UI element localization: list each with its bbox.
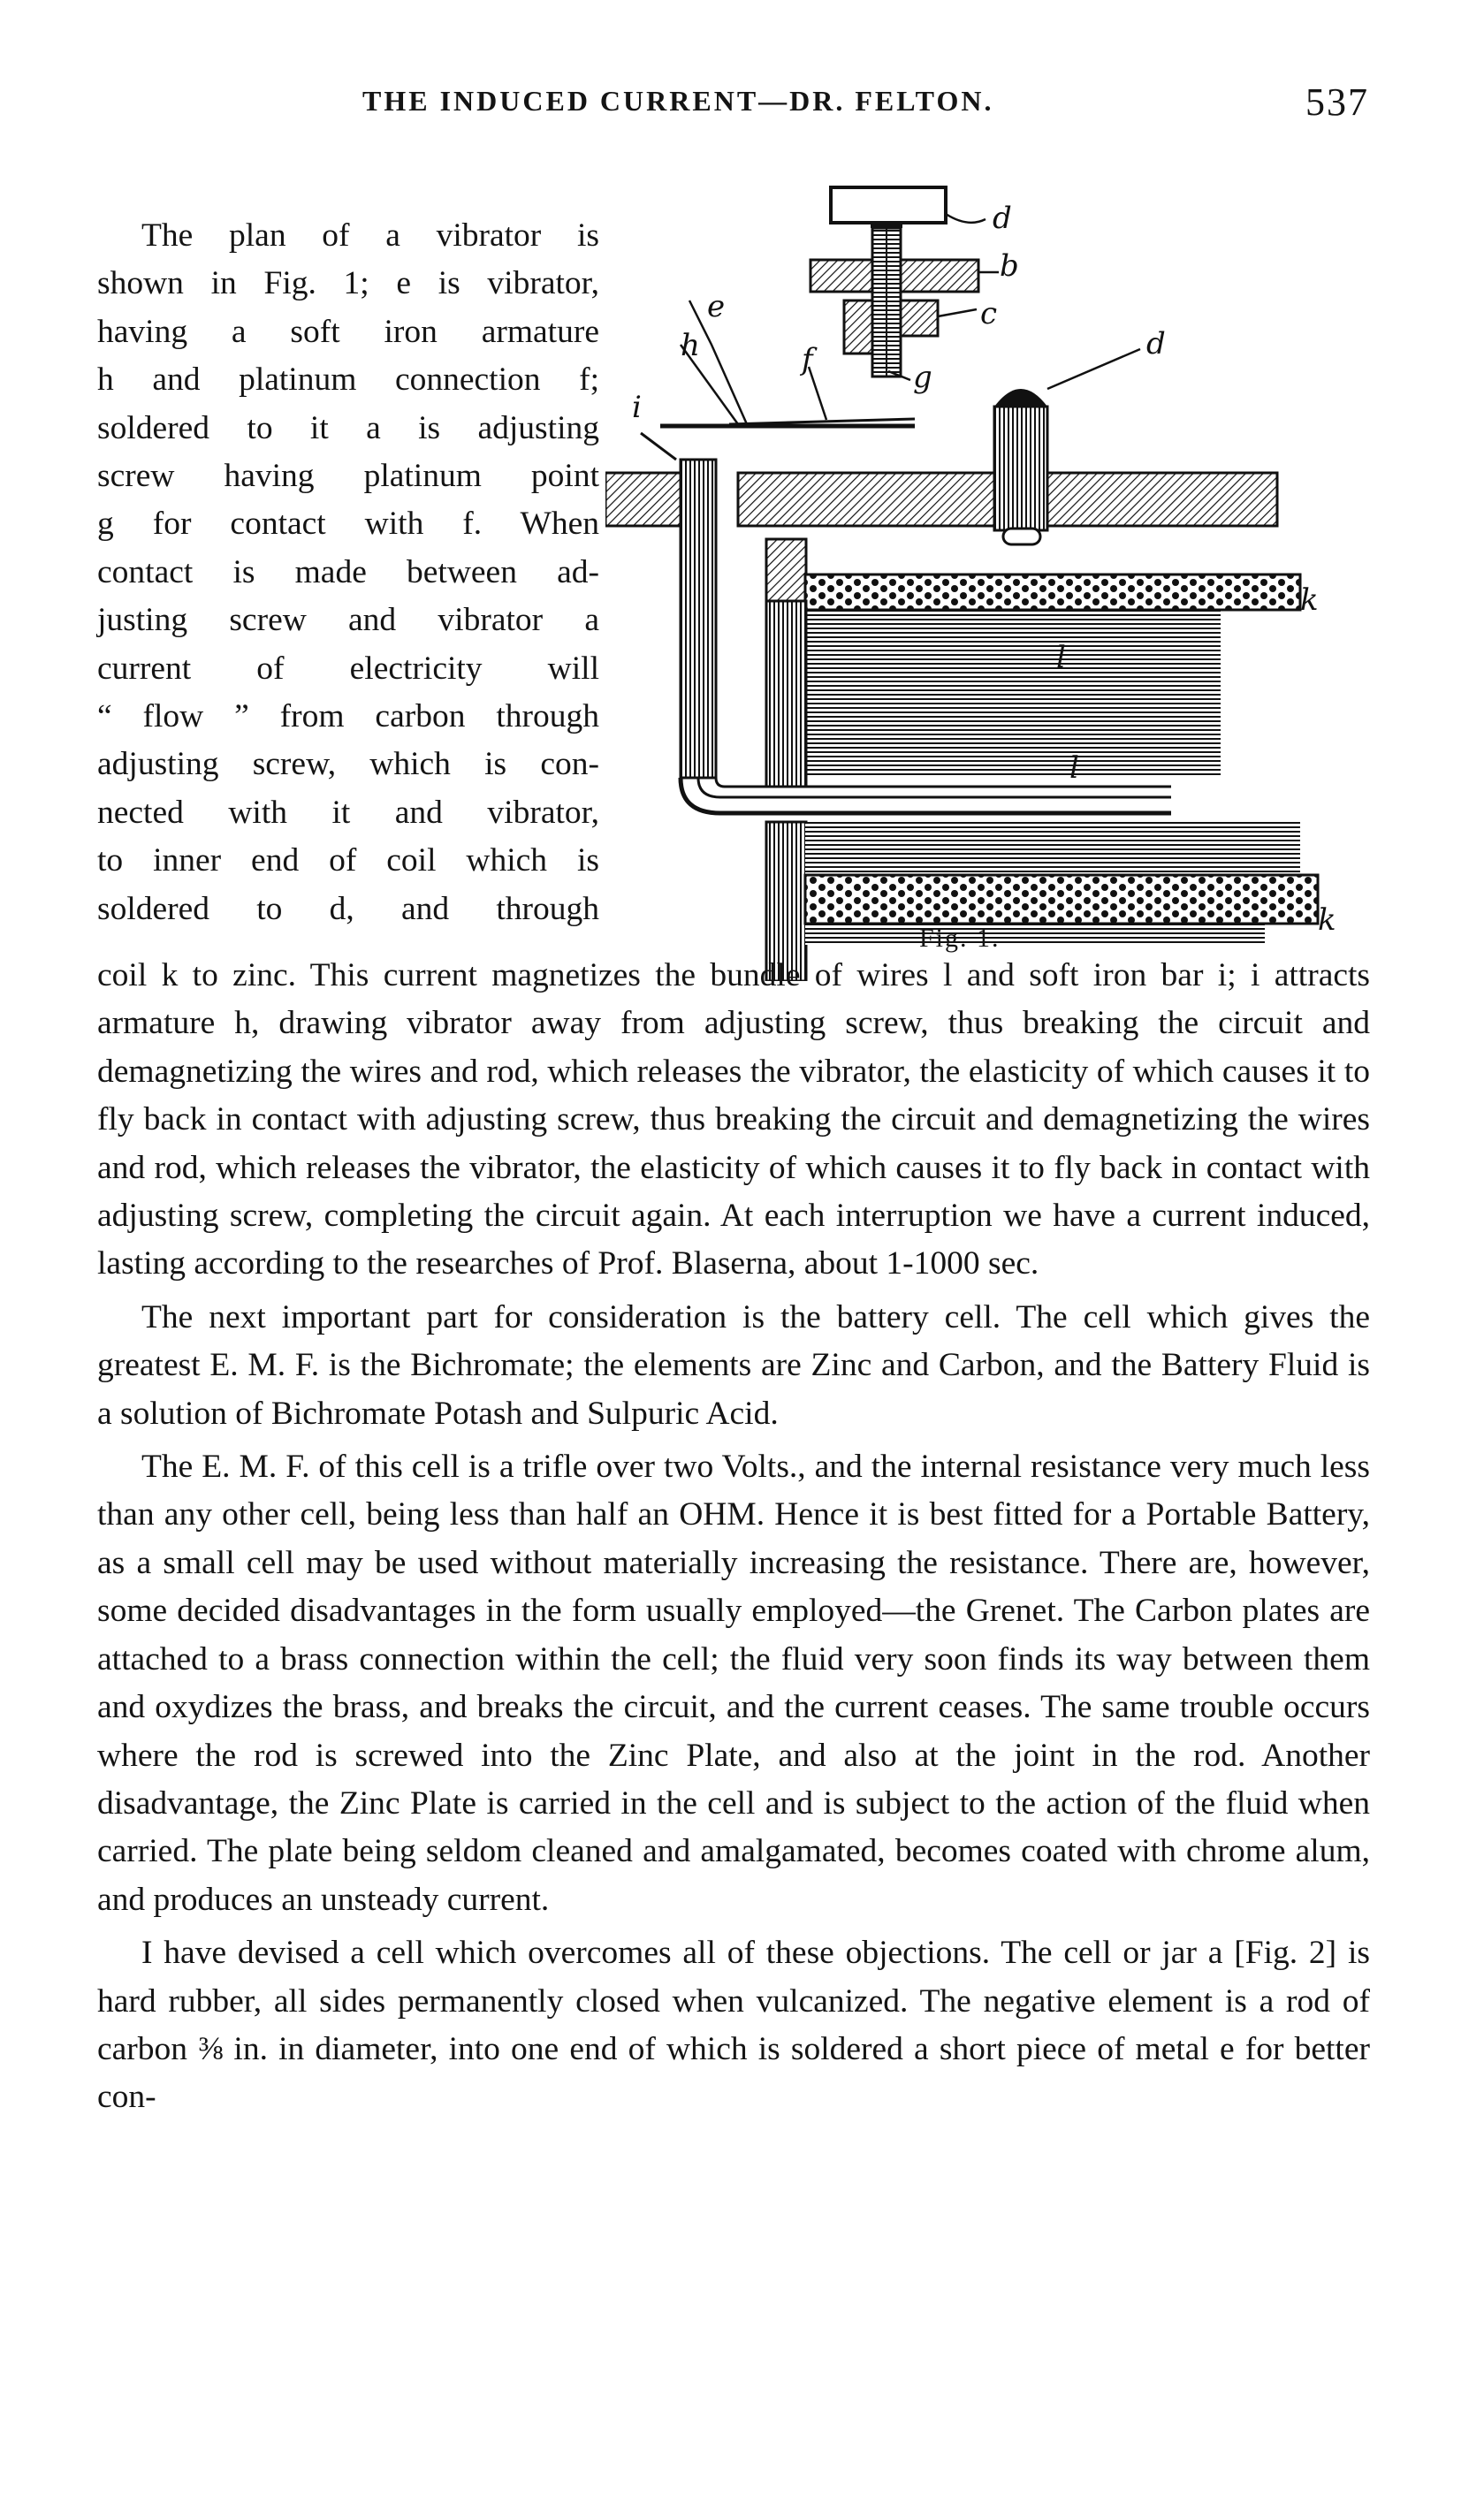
wrapped-text-column <box>97 212 599 933</box>
text-line: g for contact with f. When <box>97 506 599 543</box>
label-l2: l <box>1069 750 1079 786</box>
running-head: THE INDUCED CURRENT—DR. FELTON. <box>362 85 994 117</box>
text-line: current of electricity will <box>97 650 599 687</box>
text-line: “ flow ” from carbon through <box>97 698 599 735</box>
adjusting-screw-head <box>831 187 946 228</box>
text-line: to inner end of coil which is <box>97 842 599 879</box>
text-line: screw having platinum point <box>97 458 599 495</box>
label-e: e <box>707 289 726 324</box>
label-f: f <box>802 342 813 377</box>
text-line: justing screw and vibrator a <box>97 602 599 639</box>
text-line: adjusting screw, which is con- <box>97 746 599 783</box>
binding-post <box>994 389 1047 544</box>
adjusting-screw-shaft <box>872 228 901 377</box>
label-d2: d <box>1146 326 1166 361</box>
paragraph-battery-cell: The next important part for consideration is the battery cell. The cell which gives the greatest E. M. F. is the Bichromate; the elements are Zinc and Carbon, and the Battery Fluid is a solution of Bichromate Potash and Sulpuric Acid. <box>97 1298 1370 1432</box>
label-d: d <box>993 201 1012 236</box>
vibrator-spring <box>641 419 915 460</box>
paragraph-vibrator-continued: coil k to zinc. This current magnetizes the bundle of wires l and soft iron bar i; i attracts armature h, drawing vibrator away from adjusting screw, thus breaking the circuit and demagnetizing the wires and rod, which releases the vibrator, the elasticity of which causes it to fly back in contact with adjusting screw, thus breaking the circuit and demagnetizing the wires and rod, which releases the vibrator, the elasticity of which causes it to fly back in contact with adjusting screw, completing the circuit again. At each interruption we have a current induced, lasting according to the researches of Prof. Blaserna, about 1-1000 sec. <box>97 957 1370 1282</box>
text-line: having a soft iron armature <box>97 313 599 350</box>
label-i: i <box>632 390 642 425</box>
text-line: shown in Fig. 1; e is vibrator, <box>97 265 599 302</box>
label-k2: k <box>1318 902 1336 938</box>
text-line: soldered to it a is adjusting <box>97 409 599 446</box>
coil-upper <box>766 539 1300 787</box>
label-k: k <box>1300 582 1319 618</box>
figure-caption: Fig. 1. <box>919 924 1001 953</box>
body-text <box>97 952 1370 2122</box>
label-b: b <box>1000 248 1019 284</box>
text-line: soldered to d, and through <box>97 890 599 927</box>
page-number: 537 <box>1305 80 1369 124</box>
label-c: c <box>980 296 998 331</box>
text-line: contact is made between ad- <box>97 553 599 590</box>
text-line: The plan of a vibrator is <box>141 217 599 254</box>
paragraph-emf: The E. M. F. of this cell is a trifle over two Volts., and the internal resistance very much less than any other cell, being less than half an OHM. Hence it is best fitted for a Portable Battery, as a small cell may be used without materially increasing the resistance. There are, however, some decided disadvantages in the form usually employed—the Grenet. The Carbon plates are attached to a brass connection within the cell; the fluid very soon finds its way between them and oxydizes the brass, and breaks the circuit, and the current ceases. The same trouble occurs where the rod is screwed into the Zinc Plate, and also at the joint in the rod. Another disadvantage, the Zinc Plate is carried in the cell and is subject to the action of the fluid when carried. The plate being seldom cleaned and amalgamated, becomes coated with chrome alum, and produces an unsteady current. <box>97 1449 1370 1918</box>
label-g: g <box>913 360 932 395</box>
label-l: l <box>1056 640 1066 675</box>
text-line: nected with it and vibrator, <box>97 794 599 831</box>
vibrator-diagram <box>605 168 1374 981</box>
label-h: h <box>681 328 700 363</box>
paragraph-new-cell: I have devised a cell which overcomes all of these objections. The cell or jar a [Fig. 2] is hard rubber, all sides permanently closed when vulcanized. The negative element is a rod of carbon ⅜ in. in diameter, into one end of which is soldered a short piece of metal e for better con- <box>97 1935 1370 2116</box>
text-line: h and platinum connection f; <box>97 361 599 399</box>
page-header <box>97 80 1369 133</box>
